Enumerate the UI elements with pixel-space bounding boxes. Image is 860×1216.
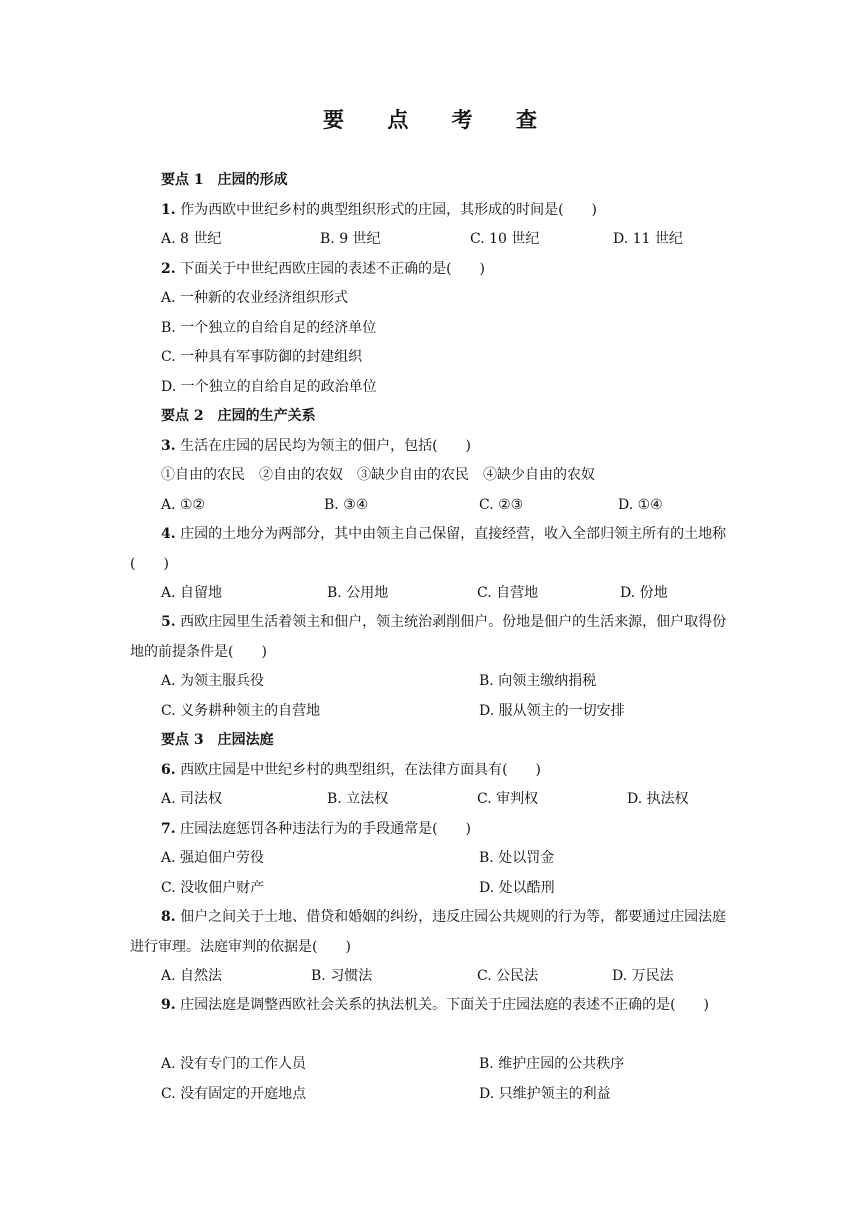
option-c: C. 公民法	[477, 968, 539, 984]
option-d: D. 万民法	[612, 968, 674, 984]
option-b: B. 9 世纪	[320, 231, 381, 247]
question-8-options	[161, 962, 674, 992]
option-b: B. 维护庄园的公共秩序	[479, 1056, 625, 1072]
option-b: B. ③④	[324, 497, 369, 513]
question-number: 2.	[161, 261, 176, 277]
option-a: A. ①②	[161, 497, 206, 513]
option-b: B. 习惯法	[311, 968, 373, 984]
option-d: D. ①④	[618, 497, 663, 513]
option-d: D. 11 世纪	[613, 231, 683, 247]
question-number: 3.	[161, 438, 176, 454]
option-d: D. 份地	[620, 585, 668, 601]
option-a: A. 司法权	[161, 791, 223, 807]
question-6	[161, 756, 733, 786]
question-text: 作为西欧中世纪乡村的典型组织形式的庄园，其形成的时间是( )	[180, 202, 598, 218]
option-c: C. 没有固定的开庭地点	[161, 1085, 307, 1102]
option-c: C. 一种具有军事防御的封建组织	[161, 349, 363, 365]
question-5	[130, 608, 733, 667]
question-2	[161, 255, 733, 285]
question-text: 庄园法庭是调整西欧社会关系的执法机关。下面关于庄园法庭的表述不正确的是( )	[180, 997, 709, 1013]
question-number: 6.	[161, 762, 176, 778]
option-c: C. 没收佃户财产	[161, 879, 265, 896]
option-a: A. 自然法	[161, 968, 223, 984]
section-heading: 要点 1 庄园的形成	[161, 172, 288, 188]
option-b: B. 处以罚金	[479, 850, 555, 866]
option-c: C. 义务耕种领主的自营地	[161, 702, 321, 719]
question-text: 西欧庄园里生活着领主和佃户，领主统治剥削佃户。份地是佃户的生活来源，佃户取得份地的前提条件是( )	[130, 614, 727, 660]
option-b: B. 公用地	[327, 585, 389, 601]
option-c: C. 审判权	[477, 791, 539, 807]
question-4	[130, 520, 733, 579]
question-text: 佃户之间关于土地、借贷和婚姻的纠纷，违反庄园公共规则的行为等，都要通过庄园法庭进行审理。法庭审判的依据是( )	[130, 909, 727, 955]
question-number: 1.	[161, 202, 176, 218]
option-c: C. 自营地	[477, 585, 539, 601]
option-d: D. 服从领主的一切安排	[479, 702, 625, 719]
option-b: B. 立法权	[327, 791, 389, 807]
question-4-options	[161, 579, 668, 609]
question-text: 庄园法庭惩罚各种违法行为的手段通常是( )	[180, 821, 472, 837]
question-8	[130, 903, 733, 962]
question-text: 生活在庄园的居民均为领主的佃户，包括( )	[180, 438, 472, 454]
question-number: 7.	[161, 821, 176, 837]
option-b: B. 一个独立的自给自足的经济单位	[161, 320, 377, 336]
question-number: 8.	[161, 909, 176, 925]
question-9-options	[161, 1050, 739, 1109]
question-7	[161, 815, 733, 845]
question-number: 9.	[161, 997, 176, 1013]
question-3	[161, 432, 733, 462]
question-3-options	[161, 491, 663, 521]
option-d: D. 处以酷刑	[479, 879, 555, 896]
question-number: 5.	[161, 614, 176, 630]
option-c: C. 10 世纪	[470, 231, 540, 247]
question-1	[161, 196, 733, 226]
section-heading: 要点 3 庄园法庭	[161, 732, 274, 748]
option-a: A. 没有专门的工作人员	[161, 1056, 307, 1072]
question-5-options	[161, 667, 739, 726]
question-7-options	[161, 844, 739, 903]
option-a: A. 强迫佃户劳役	[161, 850, 265, 866]
option-c: C. ②③	[479, 497, 524, 513]
question-text: 下面关于中世纪西欧庄园的表述不正确的是( )	[180, 261, 486, 277]
question-text: 西欧庄园是中世纪乡村的典型组织，在法律方面具有( )	[180, 762, 542, 778]
option-d: D. 一个独立的自给自足的政治单位	[161, 379, 377, 395]
question-9	[130, 991, 733, 1021]
option-a: A. 一种新的农业经济组织形式	[161, 290, 349, 306]
option-d: D. 只维护领主的利益	[479, 1085, 611, 1102]
page-title: 要 点 考 查	[323, 107, 555, 132]
question-3-statements: ①自由的农民 ②自由的农奴 ③缺少自由的农民 ④缺少自由的农奴	[161, 467, 595, 483]
question-1-options	[161, 225, 683, 255]
question-6-options	[161, 785, 689, 815]
section-heading: 要点 2 庄园的生产关系	[161, 408, 316, 424]
option-a: A. 为领主服兵役	[161, 673, 265, 689]
option-a: A. 自留地	[161, 585, 223, 601]
option-b: B. 向领主缴纳捐税	[479, 673, 597, 689]
question-number: 4.	[161, 526, 176, 542]
option-d: D. 执法权	[627, 791, 689, 807]
question-text: 庄园的土地分为两部分，其中由领主自己保留，直接经营，收入全部归领主所有的土地称( )	[130, 526, 727, 572]
option-a: A. 8 世纪	[161, 231, 222, 247]
